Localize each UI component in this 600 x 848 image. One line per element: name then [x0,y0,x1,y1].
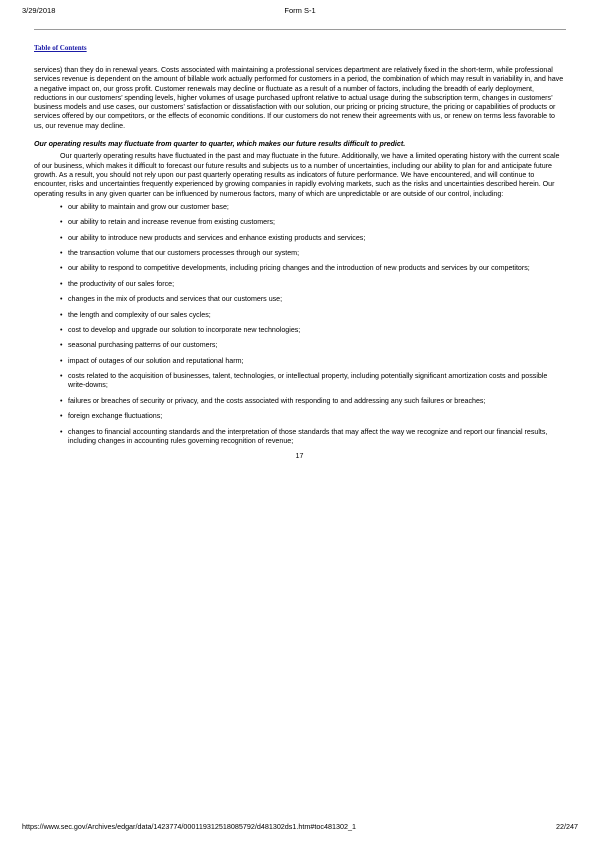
list-item: • our ability to retain and increase revenue from existing customers; [60,218,276,227]
list-item: • the transaction volume that our customers processes through our system; [60,249,300,258]
continued-paragraph: services) than they do in renewal years. Costs associated with maintaining a professional services department are relatively fixed in the short-term, while professional services revenue is dependent on the amount of billable work actually performed for customers in a period, the combination of which may result in variability in, and have a negative impact on, our gross profit. Customer renewals may decline or fluctuate as a result of a number of factors, including the breadth of early deployment, reductions in our customers’ spending levels, higher volumes of usage purchased upfront relative to actual usage during the subscription term, changes in customers’ business models and use cases, our customers’ satisfaction or dissatisfaction with our solution, our pricing or pricing structure, the pricing or capabilities of products or services offered by our competitors, or the effects of economic conditions. If our customers do not renew their agreements with us, or renew on terms less favorable to us, our revenue may decline. [34,66,564,130]
bullet-icon: • [60,356,63,365]
bullet-icon: • [60,279,63,288]
bullet-icon: • [60,295,63,304]
list-item: • changes to financial accounting standards and the interpretation of those standards that may affect the way we recognize and report our financial results, including changes in accounting rules governing recognition of revenue; [60,427,548,445]
bullet-icon: • [60,202,63,211]
bullet-icon: • [60,264,63,273]
list-item: • our ability to maintain and grow our customer base; [60,202,229,211]
document-title: Form S-1 [284,6,316,15]
bullet-icon: • [60,310,63,319]
bullet-icon: • [60,372,63,381]
source-url: https://www.sec.gov/Archives/edgar/data/1423774/000119312518085792/d481302ds1.htm#toc481302_1 [22,822,356,831]
risk-factor-heading: Our operating results may fluctuate from quarter to quarter, which makes our future results difficult to predict. [34,140,406,149]
intro-paragraph: Our quarterly operating results have fluctuated in the past and may fluctuate in the future. Additionally, we have a limited operating history with the current scale of our business, which makes it difficult to forecast our future results and subjects us to a number of uncertainties, including our ability to plan for and anticipate future growth. As a result, you should not rely upon our past quarterly operating results as indicators of future performance. We have encountered, and will continue to encounter, risks and uncertainties frequently experienced by growing companies in rapidly evolving markets, such as the risks and uncertainties described herein. Our operating results in any given quarter can be influenced by numerous factors, many of which are unpredictable or are outside of our control, including: [34,152,560,198]
bullet-icon: • [60,218,63,227]
bullet-icon: • [60,249,63,258]
list-item: • foreign exchange fluctuations; [60,412,163,421]
list-item: • the length and complexity of our sales cycles; [60,310,211,319]
list-item: • costs related to the acquisition of businesses, talent, technologies, or intellectual property, including potentially significant amortization costs and possible write-downs; [60,372,548,390]
print-header [22,6,578,20]
table-of-contents-link[interactable]: Table of Contents [34,44,87,52]
list-item: • failures or breaches of security or privacy, and the costs associated with responding to and addressing any such failures or breaches; [60,396,486,405]
bullet-icon: • [60,325,63,334]
list-item: • seasonal purchasing patterns of our customers; [60,341,218,350]
factor-list [34,203,565,446]
bullet-icon: • [60,341,63,350]
print-date: 3/29/2018 [22,6,56,15]
list-item: • our ability to introduce new products and services and enhance existing products and services; [60,233,366,242]
list-item: • our ability to respond to competitive developments, including pricing changes and the introduction of new products and services by our competitors; [60,264,530,273]
list-item: • the productivity of our sales force; [60,279,175,288]
bullet-icon: • [60,396,63,405]
print-page-count: 22/247 [556,822,578,831]
bullet-icon: • [60,412,63,421]
page-number: 17 [295,452,304,461]
document-body [34,66,565,462]
bullet-icon: • [60,233,63,242]
list-item: • changes in the mix of products and services that our customers use; [60,295,283,304]
list-item: • cost to develop and upgrade our solution to incorporate new technologies; [60,325,301,334]
list-item: • impact of outages of our solution and reputational harm; [60,356,244,365]
bullet-icon: • [60,427,63,436]
header-divider [34,29,566,30]
